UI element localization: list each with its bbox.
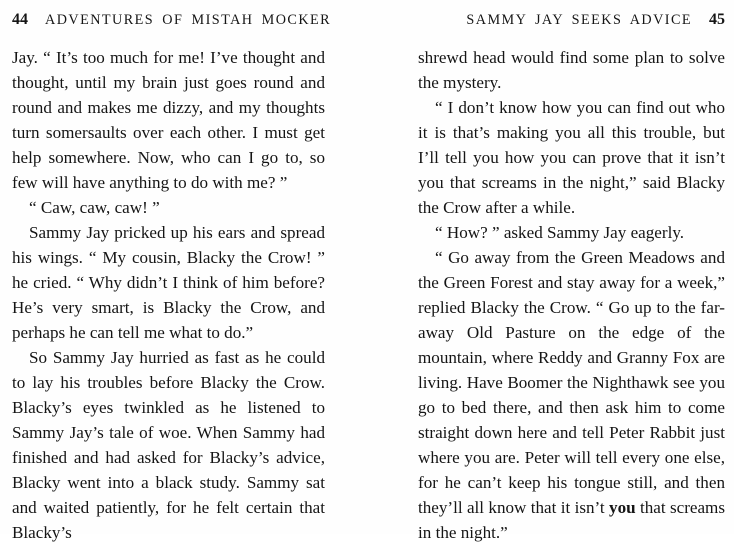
running-head-right	[418, 11, 725, 37]
paragraph: “ Caw, caw, caw! ”	[29, 198, 160, 217]
paragraph: “ How? ” asked Sammy Jay eagerly.	[435, 223, 685, 242]
page-right	[367, 0, 734, 542]
running-head-left	[12, 11, 332, 37]
page-number-right: 45	[709, 11, 725, 28]
emphasized-word: you	[609, 498, 636, 517]
page-number-left: 44	[12, 11, 28, 28]
paragraph-text-after: that screams in the night.”	[418, 498, 726, 542]
body-text-left	[12, 45, 325, 545]
paragraph: “ I don’t know how you can find out who it is that’s making you all this trouble, but I’ll tell you how you can prove that it isn’t you that screams in the night,” said Blacky the Crow after a while.	[418, 98, 725, 217]
paragraph-text-before: “ Go away from the Green Meadows and the Green Forest and stay away for a week,” replied Blacky the Crow. “ Go up to the far-away Old Pasture on the edge of the mountain, where Reddy and Granny Fox are living. Have Boomer the Nighthawk see you go to bed there, and then ask him to come straight down here and tell Peter Rabbit just where you are. Peter will tell every one else, for he can’t keep his tongue still, and then they’ll all know that it isn’t	[418, 248, 725, 517]
page-left	[0, 0, 367, 542]
running-title-right: SAMMY JAY SEEKS ADVICE	[466, 12, 692, 28]
body-text-right	[418, 45, 725, 545]
paragraph: Jay. “ It’s too much for me! I’ve thought and thought, until my brain just goes round and round and makes me dizzy, and my thoughts turn somersaults over each other. I must get help somewhere. Now, who can I go to, so few will have anything to do with me? ”	[12, 48, 325, 192]
paragraph-with-emphasis	[418, 245, 725, 545]
paragraph: shrewd head would find some plan to solve the mystery.	[418, 48, 725, 92]
paragraph: Sammy Jay pricked up his ears and spread his wings. “ My cousin, Blacky the Crow! ” he cried. “ Why didn’t I think of him before? He’s very smart, is Blacky the Crow, and perhaps he can tell me what to do.”	[12, 223, 325, 342]
paragraph: So Sammy Jay hurried as fast as he could to lay his troubles before Blacky the Crow. Blacky’s eyes twinkled as he listened to Sammy Jay’s tale of woe. When Sammy had finished and had asked for Blacky’s advice, Blacky went into a black study. Sammy sat and waited patiently, for he felt certain that Blacky’s	[12, 348, 325, 542]
running-title-left: ADVENTURES OF MISTAH MOCKER	[45, 12, 332, 28]
